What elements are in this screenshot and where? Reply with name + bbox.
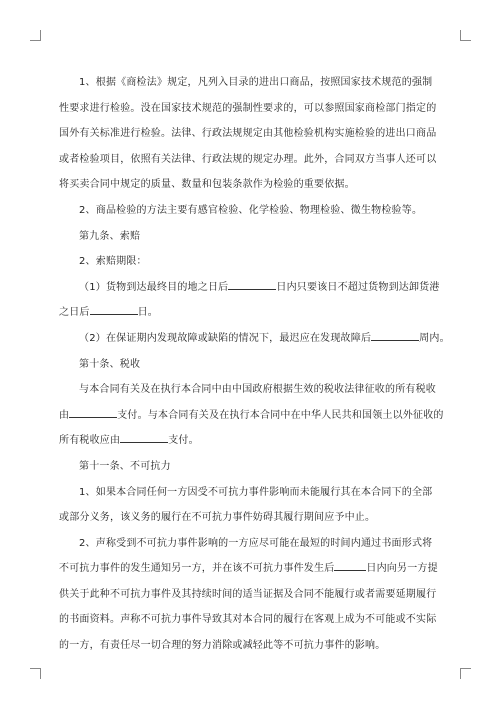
- text-segment: 之日后: [59, 307, 90, 319]
- text-segment: 支付。: [168, 435, 199, 447]
- paragraph-line: 与本合同有关及在执行本合同中由中国政府根据生效的税收法律征收的所有税收: [79, 384, 436, 396]
- paragraph-line: 将买卖合同中规定的质量、数量和包装条款作为检验的重要依据。: [59, 179, 355, 191]
- paragraph-line: [59, 300, 441, 326]
- fill-in-blank: [120, 432, 168, 443]
- section-heading: 第十条、税收: [79, 358, 141, 370]
- crop-mark-top-right: [460, 30, 471, 41]
- paragraph-line: 性要求进行检验。没在国家技术规范的强制性要求的，可以参照国家商检部门指定的: [59, 102, 437, 114]
- fill-in-blank: [371, 330, 419, 341]
- section-heading: 第九条、索赔: [79, 230, 141, 242]
- fill-in-blank: [69, 407, 117, 418]
- paragraph-line: [59, 326, 450, 352]
- paragraph-line: [59, 275, 441, 301]
- text-segment: 支付。与本合同有关及在执行本合同中在中华人民共和国领土以外征收的: [117, 409, 444, 421]
- paragraph-line: 1、根据《商检法》规定，凡列入目录的进出口商品，按照国家技术规范的强制: [79, 77, 433, 88]
- crop-mark-bottom-left: [30, 668, 41, 679]
- text-segment: 日。: [137, 307, 159, 319]
- paragraph-line: 2、声称受到不可抗力事件影响的一方应尽可能在最短的时间内通过书面形式将: [79, 537, 433, 549]
- paragraph-line: 1、如果本合同任何一方因受不可抗力事件影响而未能履行其在本合同下的全部: [79, 486, 433, 498]
- paragraph-line: 或者检验项目，依照有关法律、行政法规的规定办理。此外，合同双方当事人还可以: [59, 153, 437, 165]
- paragraph-line: [59, 403, 444, 429]
- fill-in-blank: [334, 560, 366, 571]
- text-segment: 由: [59, 409, 70, 421]
- text-segment: 不可抗力事件的发生通知另一方，并在该不可抗力事件发生后: [59, 563, 335, 575]
- paragraph-line: 国外有关标准进行检验。法律、行政法规规定由其他检验机构实施检验的进出口商品: [59, 128, 437, 140]
- paragraph-line: 供关于此种不可抗力事件及其持续时间的适当证据及合同不能履行或者需要延期履行: [59, 588, 437, 600]
- crop-mark-top-left: [30, 30, 41, 41]
- fill-in-blank: [90, 304, 138, 315]
- paragraph-line: 2、商品检验的方法主要有感官检验、化学检验、物理检验、微生物检验等。: [79, 204, 423, 216]
- text-segment: 周内。: [419, 332, 450, 344]
- fill-in-blank: [228, 279, 276, 290]
- text-segment: （2）在保证期内发现故障或缺陷的情况下，最迟应在发现故障后: [79, 332, 372, 344]
- paragraph-line: 的书面资料。声称不可抗力事件导致其对本合同的履行在客观上成为不可能或不实际: [59, 614, 437, 626]
- text-segment: 所有税收应由: [59, 435, 121, 447]
- text-segment: 日内向另一方提: [366, 563, 438, 575]
- paragraph-line: [59, 428, 441, 454]
- text-segment: （1）货物到达最终目的地之日后: [79, 281, 229, 293]
- paragraph-line: 的一方，有责任尽一切合理的努力消除或减轻此等不可抗力事件的影响。: [59, 640, 386, 652]
- clause-heading: 2、索赔期限：: [79, 256, 147, 268]
- paragraph-line: [59, 556, 441, 582]
- document-body: [59, 70, 450, 659]
- section-heading: 第十一条、不可抗力: [79, 460, 171, 472]
- paragraph-line: 或部分义务，该义务的履行在不可抗力事件妨碍其履行期间应予中止。: [59, 512, 376, 524]
- crop-mark-bottom-right: [460, 668, 471, 679]
- text-segment: 日内只要该日不超过货物到达卸货港: [276, 281, 440, 293]
